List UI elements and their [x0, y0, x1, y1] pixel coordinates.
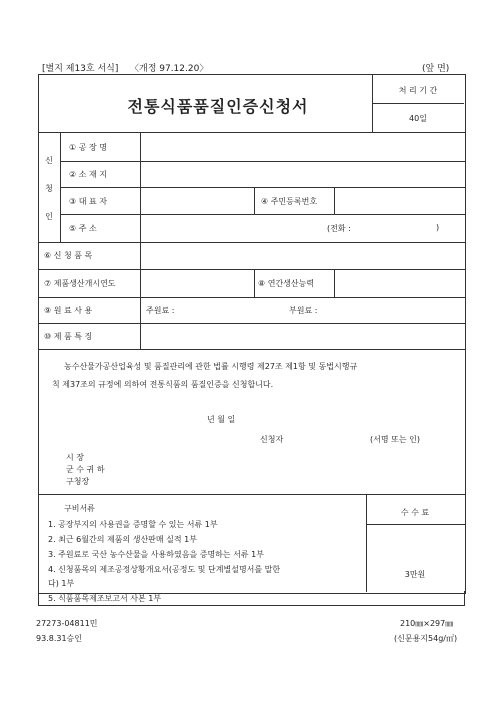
product-label: ⑥ 신 청 품 목 — [44, 251, 93, 260]
applicant-label-3: 인 — [45, 212, 53, 221]
statement-line-2: 칙 제37조의 규정에 의하여 전통식품의 품질인증을 신청합니다. — [52, 380, 274, 389]
features-label: ⑩ 제 품 특 징 — [44, 332, 93, 341]
main-material-field[interactable] — [185, 299, 285, 321]
features-field[interactable] — [142, 325, 462, 347]
location-field[interactable] — [142, 163, 462, 185]
representative-label: ③ 대 표 자 — [69, 197, 107, 206]
applicant-label-1: 신 — [45, 156, 53, 165]
fee-value: 3만원 — [404, 570, 426, 579]
applicant-label-2: 청 — [45, 184, 53, 193]
applicant-signature-label: 신청자 — [260, 435, 284, 444]
document-item-3: 3. 주원료로 국산 농수산물을 사용하였음을 증명하는 서류 1부 — [48, 550, 264, 559]
main-material-label: 주원료 : — [146, 306, 175, 315]
factory-name-label: ① 공 장 명 — [69, 143, 107, 152]
form-code: 27273-04811민 — [36, 619, 98, 628]
approval-date: 93.8.31승인 — [36, 634, 82, 643]
capacity-field[interactable] — [336, 271, 462, 295]
document-item-4-cont: 다) 1부 — [48, 579, 75, 588]
processing-period-label: 처 리 기 간 — [398, 86, 438, 95]
recipient-district: 구청장 — [66, 477, 90, 486]
production-year-field[interactable] — [142, 271, 252, 295]
location-label: ② 소 재 지 — [69, 170, 107, 179]
documents-title: 구비서류 — [64, 504, 95, 513]
representative-field[interactable] — [142, 189, 252, 211]
resident-number-label: ④ 주민등록번호 — [261, 197, 318, 206]
paper-size: 210㎜×297㎜ — [400, 619, 454, 628]
page-side: (앞 면) — [422, 64, 450, 74]
phone-label: (전화 : — [327, 224, 351, 233]
fee-label: 수 수 료 — [400, 508, 430, 517]
signature-note: (서명 또는 인) — [370, 435, 420, 444]
paper-spec: (신문용지54g/㎡) — [394, 634, 458, 643]
processing-period-value: 40일 — [409, 114, 427, 123]
revision-date: 〈개정 97.12.20〉 — [130, 64, 209, 74]
statement-line-1: 농수산물가공산업육성 및 품질관리에 관한 법률 시행령 제27조 제1항 및 동법시행규 — [64, 362, 358, 371]
recipient-county: 군 수 귀 하 — [66, 465, 105, 474]
phone-close: ) — [436, 223, 440, 232]
document-item-1: 1. 공장부지의 사용권을 증명할 수 있는 서류 1부 — [48, 520, 218, 529]
home-address-label: ⑤ 주 소 — [69, 224, 97, 233]
document-item-4: 4. 신청품목의 제조공정상황개요서(공정도 및 단계별설명서를 말한 — [48, 565, 281, 574]
applicant-signature-field[interactable] — [295, 430, 365, 446]
factory-name-field[interactable] — [142, 135, 462, 158]
document-item-5: 5. 식품품목제조보고서 사본 1부 — [48, 594, 162, 603]
form-number: [별지 제13호 서식] — [42, 64, 119, 74]
product-field[interactable] — [142, 244, 462, 268]
application-date: 년 월 일 — [207, 415, 236, 424]
resident-number-field[interactable] — [336, 189, 462, 211]
capacity-label: ⑧ 연간생산능력 — [258, 279, 315, 288]
materials-label: ⑨ 원 료 사 용 — [44, 306, 93, 315]
recipient-mayor: 시 장 — [66, 453, 84, 462]
sub-material-field[interactable] — [328, 299, 462, 321]
document-item-2: 2. 최근 6월간의 제품의 생산판매 실적 1부 — [48, 535, 197, 544]
page-title: 전통식품품질인증신청서 — [127, 97, 309, 116]
production-year-label: ⑦ 제품생산개시연도 — [44, 279, 116, 288]
sub-material-label: 부원료 : — [289, 306, 318, 315]
home-address-field[interactable] — [142, 216, 322, 240]
